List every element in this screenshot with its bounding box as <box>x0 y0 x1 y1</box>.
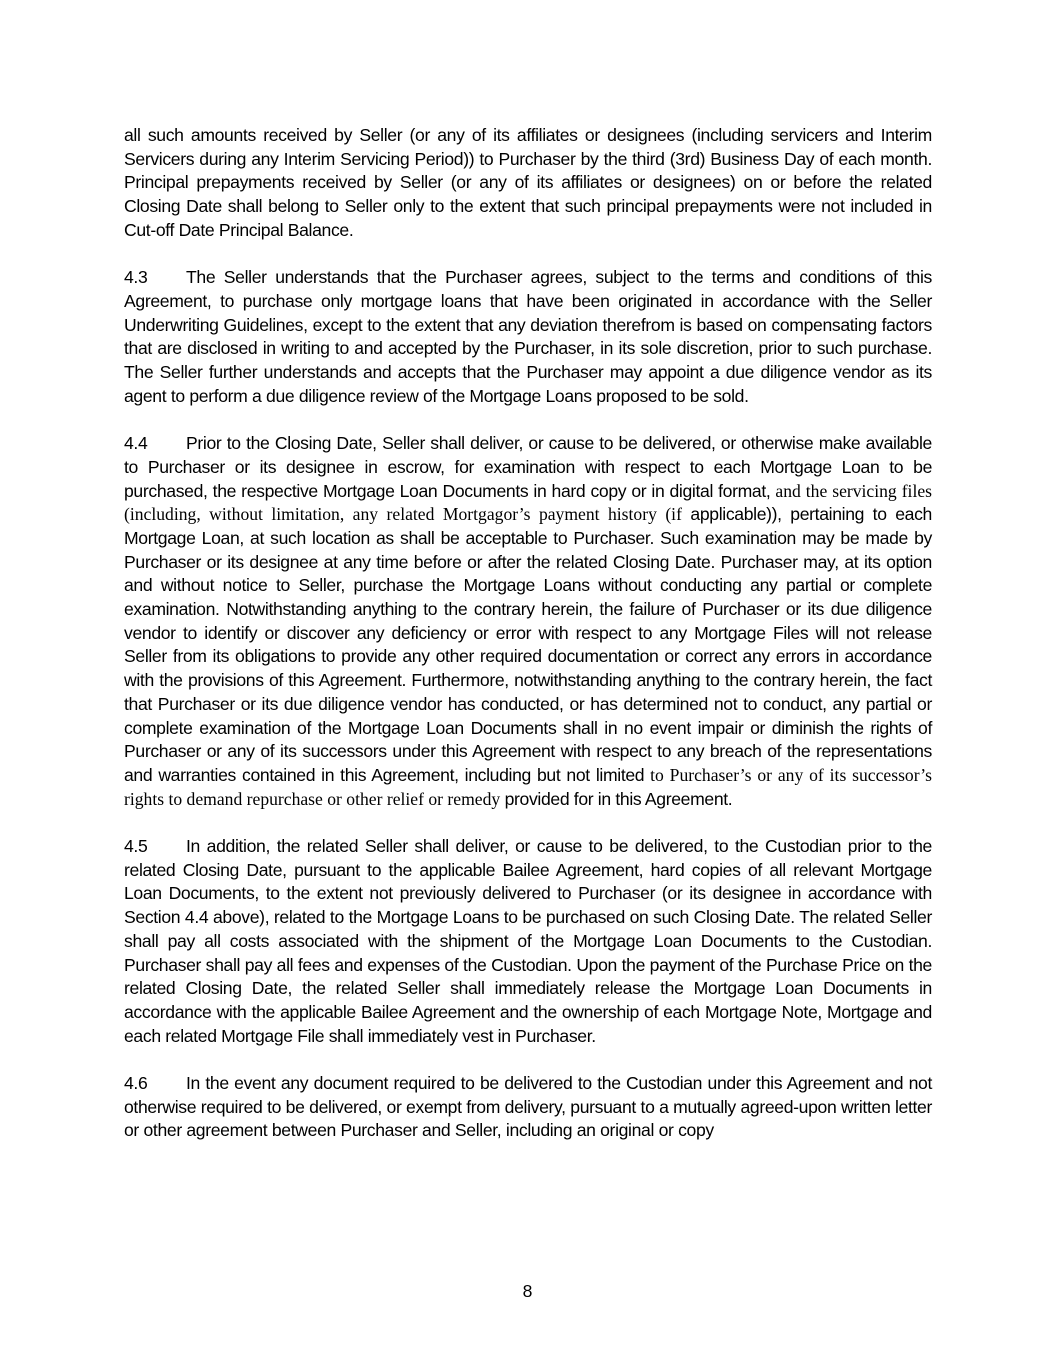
section-text: provided for in this Agreement. <box>504 788 733 809</box>
section-4-5 <box>124 835 932 1048</box>
section-text: Prior to the Closing Date, Seller shall deliver, or cause to be delivered, or otherwise make available to Purchaser or its designee in escrow, for examination with respect to each Mortgage Loan to be purchased, the respective Mortgage Loan Documents in hard copy or in digital format, <box>124 433 932 501</box>
section-4-4 <box>124 432 932 811</box>
section-text: In addition, the related Seller shall deliver, or cause to be delivered, to the Custodian prior to the related Closing Date, pursuant to the applicable Bailee Agreement, hard copies of all relevant Mortgage Loan Documents, to the extent not previously delivered to Purchaser (or its designee in accordance with Section 4.4 above), related to the Mortgage Loans to be purchased on such Closing Date. The related Seller shall pay all costs associated with the shipment of the Mortgage Loan Documents to the Custodian. Purchaser shall pay all fees and expenses of the Custodian. Upon the payment of the Purchase Price on the related Closing Date, the related Seller shall immediately release the Mortgage Loan Documents in accordance with the applicable Bailee Agreement and the ownership of each Mortgage Note, Mortgage and each related Mortgage File shall immediately vest in Purchaser. <box>124 836 932 1046</box>
section-text-serif: to Purchaser’s or any of its successor’s rights to demand repurchase or other relief or remedy <box>124 764 932 809</box>
section-number: 4.4 <box>124 433 148 454</box>
section-text: The Seller understands that the Purchaser agrees, subject to the terms and conditions of this Agreement, to purchase only mortgage loans that have been originated in accordance with the Seller Underwriting Guidelines, except to the extent that any deviation therefrom is based on compensating factors that are disclosed in writing to and accepted by the Purchaser, in its sole discretion, prior to such purchase. The Seller further understands and accepts that the Purchaser may appoint a due diligence vendor as its agent to perform a due diligence review of the Mortgage Loans proposed to be sold. <box>124 267 932 406</box>
section-number: 4.5 <box>124 836 148 857</box>
section-4-3 <box>124 266 932 408</box>
section-text-serif: and the servicing files (including, without limitation, any related Mortgagor’s payment history (if <box>124 480 932 525</box>
section-text: In the event any document required to be delivered to the Custodian under this Agreement and not otherwise required to be delivered, or exempt from delivery, pursuant to a mutually agreed-upon written letter or other agreement between Purchaser and Seller, including an original or copy <box>124 1073 932 1141</box>
page-number: 8 <box>522 1281 533 1301</box>
continuation-paragraph: all such amounts received by Seller (or any of its affiliates or designees (including servicers and Interim Servicers during any Interim Servicing Period)) to Purchaser by the third (3rd) Business Day of each month. Principal prepayments received by Seller (or any of its affiliates or designees) on or before the related Closing Date shall belong to Seller only to the extent that such principal prepayments were not included in Cut-off Date Principal Balance. <box>124 125 932 240</box>
section-number: 4.3 <box>124 267 148 288</box>
document-page <box>124 124 932 1167</box>
section-text: applicable)), pertaining to each Mortgage Loan, at such location as shall be acceptable to Purchaser. Such examination may be made by Purchaser or its designee at any time before or after the related Closing Date. Purchaser may, at its option and without notice to Seller, purchase the Mortgage Loans without conducting any partial or complete examination. Notwithstanding anything to the contrary herein, the failure of Purchaser or its due diligence vendor to identify or discover any deficiency or error with respect to any Mortgage Files will not release Seller from its obligations to provide any other required documentation or correct any errors in accordance with the provisions of this Agreement. Furthermore, notwithstanding anything to the contrary herein, the fact that Purchaser or its due diligence vendor has conducted, or has determined not to conduct, any partial or complete examination of the Mortgage Loan Documents shall in no event impair or diminish the rights of Purchaser or any of its successors under this Agreement with respect to any breach of the representations and warranties contained in this Agreement, including but not limited <box>124 504 932 785</box>
section-4-6 <box>124 1072 932 1143</box>
section-number: 4.6 <box>124 1073 148 1094</box>
